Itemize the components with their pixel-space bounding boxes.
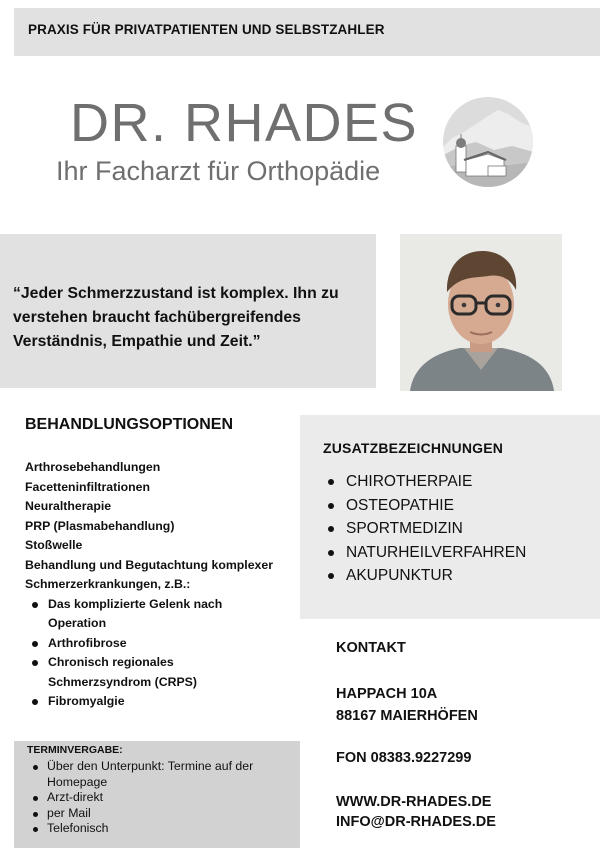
treatment-item: Arthrosebehandlungen bbox=[25, 460, 161, 474]
treatments-list bbox=[25, 458, 315, 712]
treatments-title: BEHANDLUNGSOPTIONEN bbox=[25, 416, 234, 433]
treatment-subitem: Das komplizierte Gelenk nach Operation bbox=[25, 595, 263, 634]
treatment-item: PRP (Plasmabehandlung) bbox=[25, 518, 175, 533]
qualification-item: OSTEOPATHIE bbox=[328, 494, 526, 518]
quote-text: “Jeder Schmerzzustand ist komplex. Ihn zu verstehen braucht fachübergreifendes Verständnis, Empathie und Zeit.” bbox=[13, 285, 339, 350]
contact-street: HAPPACH 10A bbox=[336, 686, 438, 702]
practice-label: PRAXIS FÜR PRIVATPATIENTEN UND SELBSTZAHLER bbox=[28, 22, 385, 37]
treatment-subitem: Fibromyalgie bbox=[25, 692, 315, 712]
mountain-church-logo-icon bbox=[442, 96, 534, 188]
appointments-title: TERMINVERGABE: bbox=[27, 744, 123, 756]
brand-subtitle: Ihr Facharzt für Orthopädie bbox=[56, 156, 381, 186]
contact-email: INFO@DR-RHADES.DE bbox=[336, 814, 496, 830]
contact-website: WWW.DR-RHADES.DE bbox=[336, 794, 492, 810]
qualification-item: SPORTMEDIZIN bbox=[328, 517, 526, 541]
treatment-item: Behandlung und Begutachtung komplexer Schmerzerkrankungen, z.B.: bbox=[25, 557, 273, 591]
qualification-item: NATURHEILVERFAHREN bbox=[328, 541, 526, 565]
qualification-item: CHIROTHERPAIE bbox=[328, 470, 526, 494]
contact-city: 88167 MAIERHÖFEN bbox=[336, 708, 478, 724]
qualifications-list bbox=[328, 470, 526, 588]
appointment-item: Telefonisch bbox=[27, 821, 292, 837]
treatment-subitem: Chronisch regionales Schmerzsyndrom (CRPS) bbox=[25, 653, 238, 692]
qualification-item: AKUPUNKTUR bbox=[328, 564, 526, 588]
brand-name: DR. RHADES bbox=[70, 93, 419, 153]
appointment-item: per Mail bbox=[27, 806, 292, 822]
treatment-subitem: Arthrofibrose bbox=[25, 634, 315, 654]
treatment-item: Neuraltherapie bbox=[25, 499, 112, 513]
contact-title: KONTAKT bbox=[336, 640, 406, 656]
qualifications-title: ZUSATZBEZEICHNUNGEN bbox=[323, 440, 504, 456]
contact-phone: FON 08383.9227299 bbox=[336, 750, 472, 766]
treatment-item: Facetteninfiltrationen bbox=[25, 479, 151, 494]
appointments-list bbox=[27, 759, 292, 837]
treatment-item: Stoßwelle bbox=[25, 538, 83, 552]
appointment-item: Arzt-direkt bbox=[27, 790, 292, 806]
doctor-portrait bbox=[400, 234, 562, 391]
appointment-item: Über den Unterpunkt: Termine auf der Homepage bbox=[27, 759, 292, 790]
